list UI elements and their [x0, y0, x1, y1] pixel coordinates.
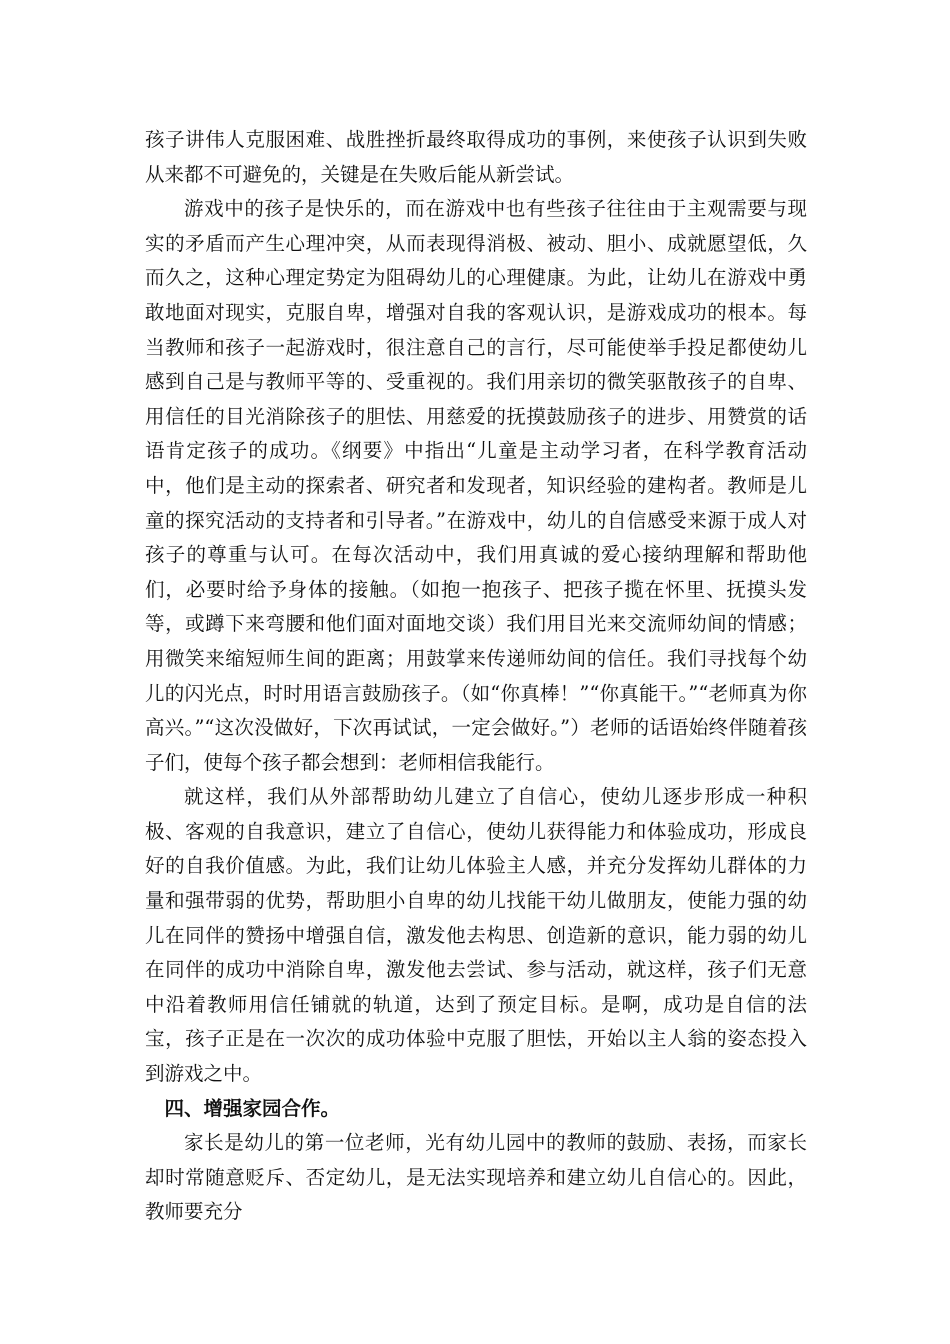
paragraph-peer-support: 就这样，我们从外部帮助幼儿建立了自信心，使幼儿逐步形成一种积极、客观的自我意识，建立了自信心，使幼儿获得能力和体验成功，形成良好的自我价值感。为此，我们让幼儿体验主人感，并充分发挥幼儿群体的力量和强带弱的优势，帮助胆小自卑的幼儿找能干幼儿做朋友，使能力强的幼儿在同伴的赞扬中增强自信，激发他去构思、创造新的意识，能力弱的幼儿在同伴的成功中消除自卑，激发他去尝试、参与活动，就这样，孩子们无意中沿着教师用信任铺就的轨道，达到了预定目标。是啊，成功是自信的法宝，孩子正是在一次次的成功体验中克服了胆怯，开始以主人翁的姿态投入到游戏之中。	[145, 785, 807, 1086]
section-heading: 四、增强家园合作。	[164, 1096, 341, 1120]
document-body	[145, 123, 807, 1230]
paragraph-continuation: 孩子讲伟人克服困难、战胜挫折最终取得成功的事例，来使孩子认识到失败从来都不可避免的，关键是在失败后能从新尝试。	[145, 128, 807, 186]
paragraph-home-school-cooperation: 家长是幼儿的第一位老师，光有幼儿园中的教师的鼓励、表扬，而家长却时常随意贬斥、否定幼儿，是无法实现培养和建立幼儿自信心的。因此，教师要充分	[145, 1131, 807, 1224]
paragraph-game-self-confidence: 游戏中的孩子是快乐的，而在游戏中也有些孩子往往由于主观需要与现实的矛盾而产生心理冲突，从而表现得消极、被动、胆小、成就愿望低，久而久之，这种心理定势定为阻碍幼儿的心理健康。为此，让幼儿在游戏中勇敢地面对现实，克服自卑，增强对自我的客观认识，是游戏成功的根本。每当教师和孩子一起游戏时，很注意自己的言行，尽可能使举手投足都使幼儿感到自己是与教师平等的、受重视的。我们用亲切的微笑驱散孩子的自卑、用信任的目光消除孩子的胆怯、用慈爱的抚摸鼓励孩子的进步、用赞赏的话语肯定孩子的成功。《纲要》中指出“儿童是主动学习者，在科学教育活动中，他们是主动的探索者、研究者和发现者，知识经验的建构者。教师是儿童的探究活动的支持者和引导者。”在游戏中，幼儿的自信感受来源于成人对孩子的尊重与认可。在每次活动中，我们用真诚的爱心接纳理解和帮助他们，必要时给予身体的接触。（如抱一抱孩子、把孩子揽在怀里、抚摸头发等，或蹲下来弯腰和他们面对面地交谈）我们用目光来交流师幼间的情感；用微笑来缩短师生间的距离；用鼓掌来传递师幼间的信任。我们寻找每个幼儿的闪光点，时时用语言鼓励孩子。（如“你真棒！”“你真能干。”“老师真为你高兴。”“这次没做好，下次再试试，一定会做好。”）老师的话语始终伴随着孩子们，使每个孩子都会想到：老师相信我能行。	[145, 197, 807, 774]
